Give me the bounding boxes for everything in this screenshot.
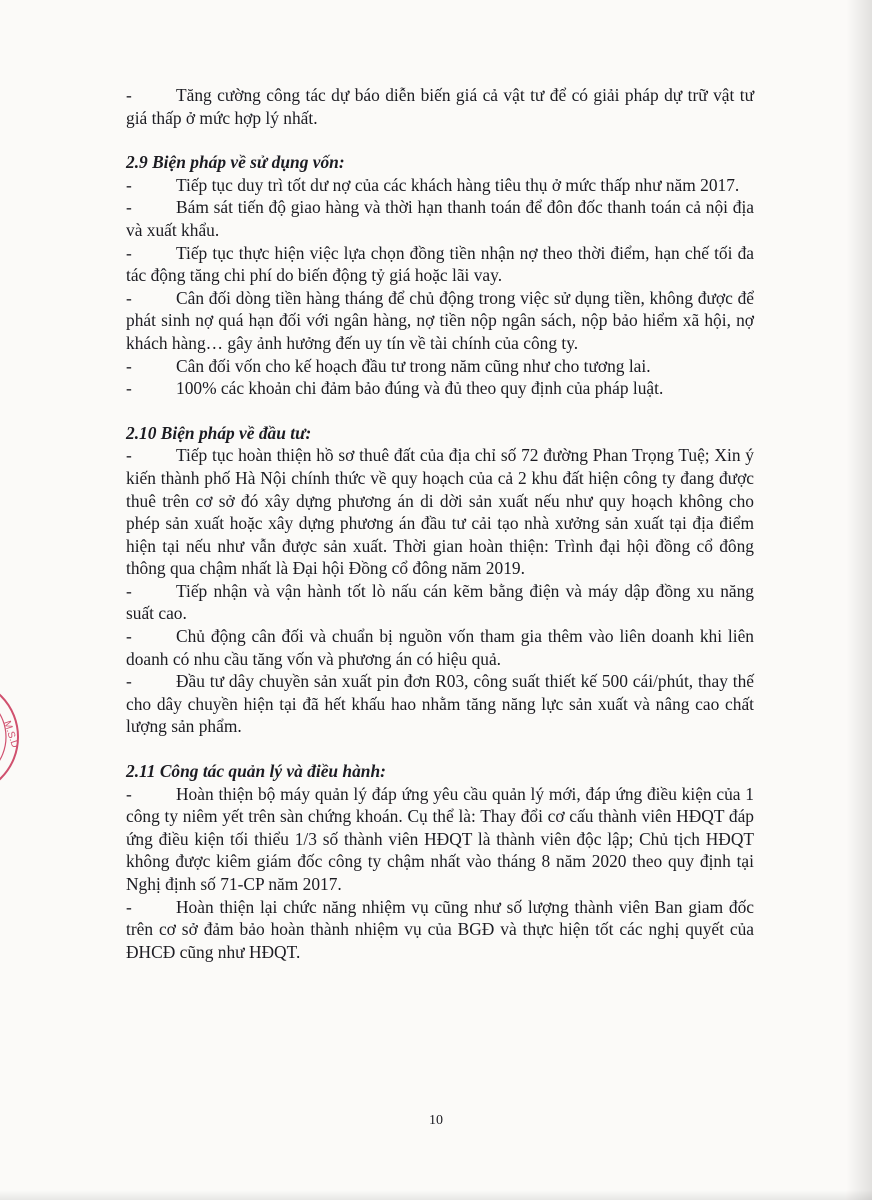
list-item (126, 84, 754, 129)
bullet-dash: - (126, 174, 132, 195)
list-item-text: Tiếp tục hoàn thiện hồ sơ thuê đất của địa chỉ số 72 đường Phan Trọng Tuệ; Xin ý kiến thành phố Hà Nội chính thức về quy hoạch của cả 2 khu đất hiện công ty đang được thuê trên cơ sở đó xây dựng phương án di dời sản xuất nếu như quy hoạch không cho phép sản xuất hoặc xây dựng phương án đầu tư cải tạo nhà xưởng sản xuất tại địa điểm hiện tại nếu như vẫn được sản xuất. Thời gian hoàn thiện: Trình đại hội đồng cổ đông thông qua chậm nhất là Đại hội Đồng cổ đông năm 2019. (126, 445, 754, 579)
page-edge-shadow (846, 0, 872, 1200)
bullet-dash: - (126, 445, 132, 466)
bullet-dash: - (126, 896, 132, 917)
bullet-dash: - (126, 355, 132, 376)
section-2-11 (126, 760, 754, 963)
bullet-dash: - (126, 242, 132, 263)
list-item-text: Hoàn thiện lại chức năng nhiệm vụ cũng như số lượng thành viên Ban giam đốc trên cơ sở đảm bảo hoàn thành nhiệm vụ của BGĐ và thực hiện tốt các nghị quyết của ĐHCĐ cũng như HĐQT. (126, 896, 754, 962)
list-item-text: Hoàn thiện bộ máy quản lý đáp ứng yêu cầu quản lý mới, đáp ứng điều kiện của 1 công ty niêm yết trên sàn chứng khoán. Cụ thể là: Thay đổi cơ cấu thành viên HĐQT đáp ứng điều kiện tối thiểu 1/3 số thành viên HĐQT là thành viên độc lập; Chủ tịch HĐQT không được kiêm giám đốc công ty chậm nhất vào tháng 8 năm 2020 theo quy định tại Nghị định số 71-CP năm 2017. (126, 783, 754, 894)
list-item-text: Tiếp tục thực hiện việc lựa chọn đồng tiền nhận nợ theo thời điểm, hạn chế tối đa tác động tăng chi phí do biến động tỷ giá hoặc lãi vay. (126, 242, 754, 286)
bullet-dash: - (126, 626, 132, 647)
section-heading: 2.9 Biện pháp về sử dụng vốn: (126, 152, 345, 173)
bullet-dash: - (126, 197, 132, 218)
list-item (126, 670, 754, 738)
list-item (126, 580, 754, 625)
intro-list (126, 84, 754, 129)
list-item-text: Bám sát tiến độ giao hàng và thời hạn thanh toán để đôn đốc thanh toán cả nội địa và xuất khẩu. (126, 197, 754, 240)
bullet-dash: - (126, 85, 132, 105)
bullet-dash: - (126, 671, 132, 692)
list-item (126, 196, 754, 241)
document-body (126, 84, 754, 963)
list-item (126, 625, 754, 670)
bullet-dash: - (126, 287, 132, 308)
list-item (126, 896, 754, 964)
section-2-9 (126, 151, 754, 400)
list-item (126, 174, 754, 197)
list-item-text: Chủ động cân đối và chuẩn bị nguồn vốn tham gia thêm vào liên doanh khi liên doanh có nhu cầu tăng vốn và phương án có hiệu quả. (126, 626, 754, 669)
list-item-text: Tăng cường công tác dự báo diễn biến giá cả vật tư để có giải pháp dự trữ vật tư giá thấp ở mức hợp lý nhất. (126, 85, 754, 128)
bullet-dash: - (126, 378, 132, 399)
list-item (126, 355, 754, 378)
list-item-text: Tiếp tục duy trì tốt dư nợ của các khách hàng tiêu thụ ở mức thấp như năm 2017. (176, 174, 740, 195)
section-heading: 2.10 Biện pháp về đầu tư: (126, 422, 312, 443)
section-heading: 2.11 Công tác quản lý và điều hành: (126, 761, 386, 782)
list-item-text: Tiếp nhận và vận hành tốt lò nấu cán kẽm bằng điện và máy dập đồng xu năng suất cao. (126, 580, 754, 624)
svg-text:M.S.D: M.S.D (1, 719, 21, 750)
bullet-dash: - (126, 580, 132, 601)
list-item (126, 444, 754, 580)
list-item-text: 100% các khoản chi đảm bảo đúng và đủ theo quy định của pháp luật. (176, 378, 664, 399)
list-item-text: Cân đối dòng tiền hàng tháng để chủ động trong việc sử dụng tiền, không được để phát sinh nợ quá hạn đối với ngân hàng, nợ tiền nộp ngân sách, nộp bảo hiểm xã hội, nợ khách hàng… gây ảnh hưởng đến uy tín về tài chính của công ty. (126, 287, 754, 353)
bullet-dash: - (126, 783, 132, 804)
list-item-text: Đầu tư dây chuyền sản xuất pin đơn R03, công suất thiết kế 500 cái/phút, thay thế cho dây chuyền hiện tại đã hết khấu hao nhằm tăng năng lực sản xuất và nâng cao chất lượng sản phẩm. (126, 671, 754, 737)
red-seal-stamp (0, 672, 22, 802)
list-item-text: Cân đối vốn cho kế hoạch đầu tư trong năm cũng như cho tương lai. (176, 355, 651, 376)
section-2-10 (126, 422, 754, 738)
list-item (126, 783, 754, 896)
list-item (126, 242, 754, 287)
list-item (126, 287, 754, 355)
list-item (126, 377, 754, 400)
page-number: 10 (429, 1113, 443, 1128)
page-bottom-shadow (0, 1190, 872, 1200)
